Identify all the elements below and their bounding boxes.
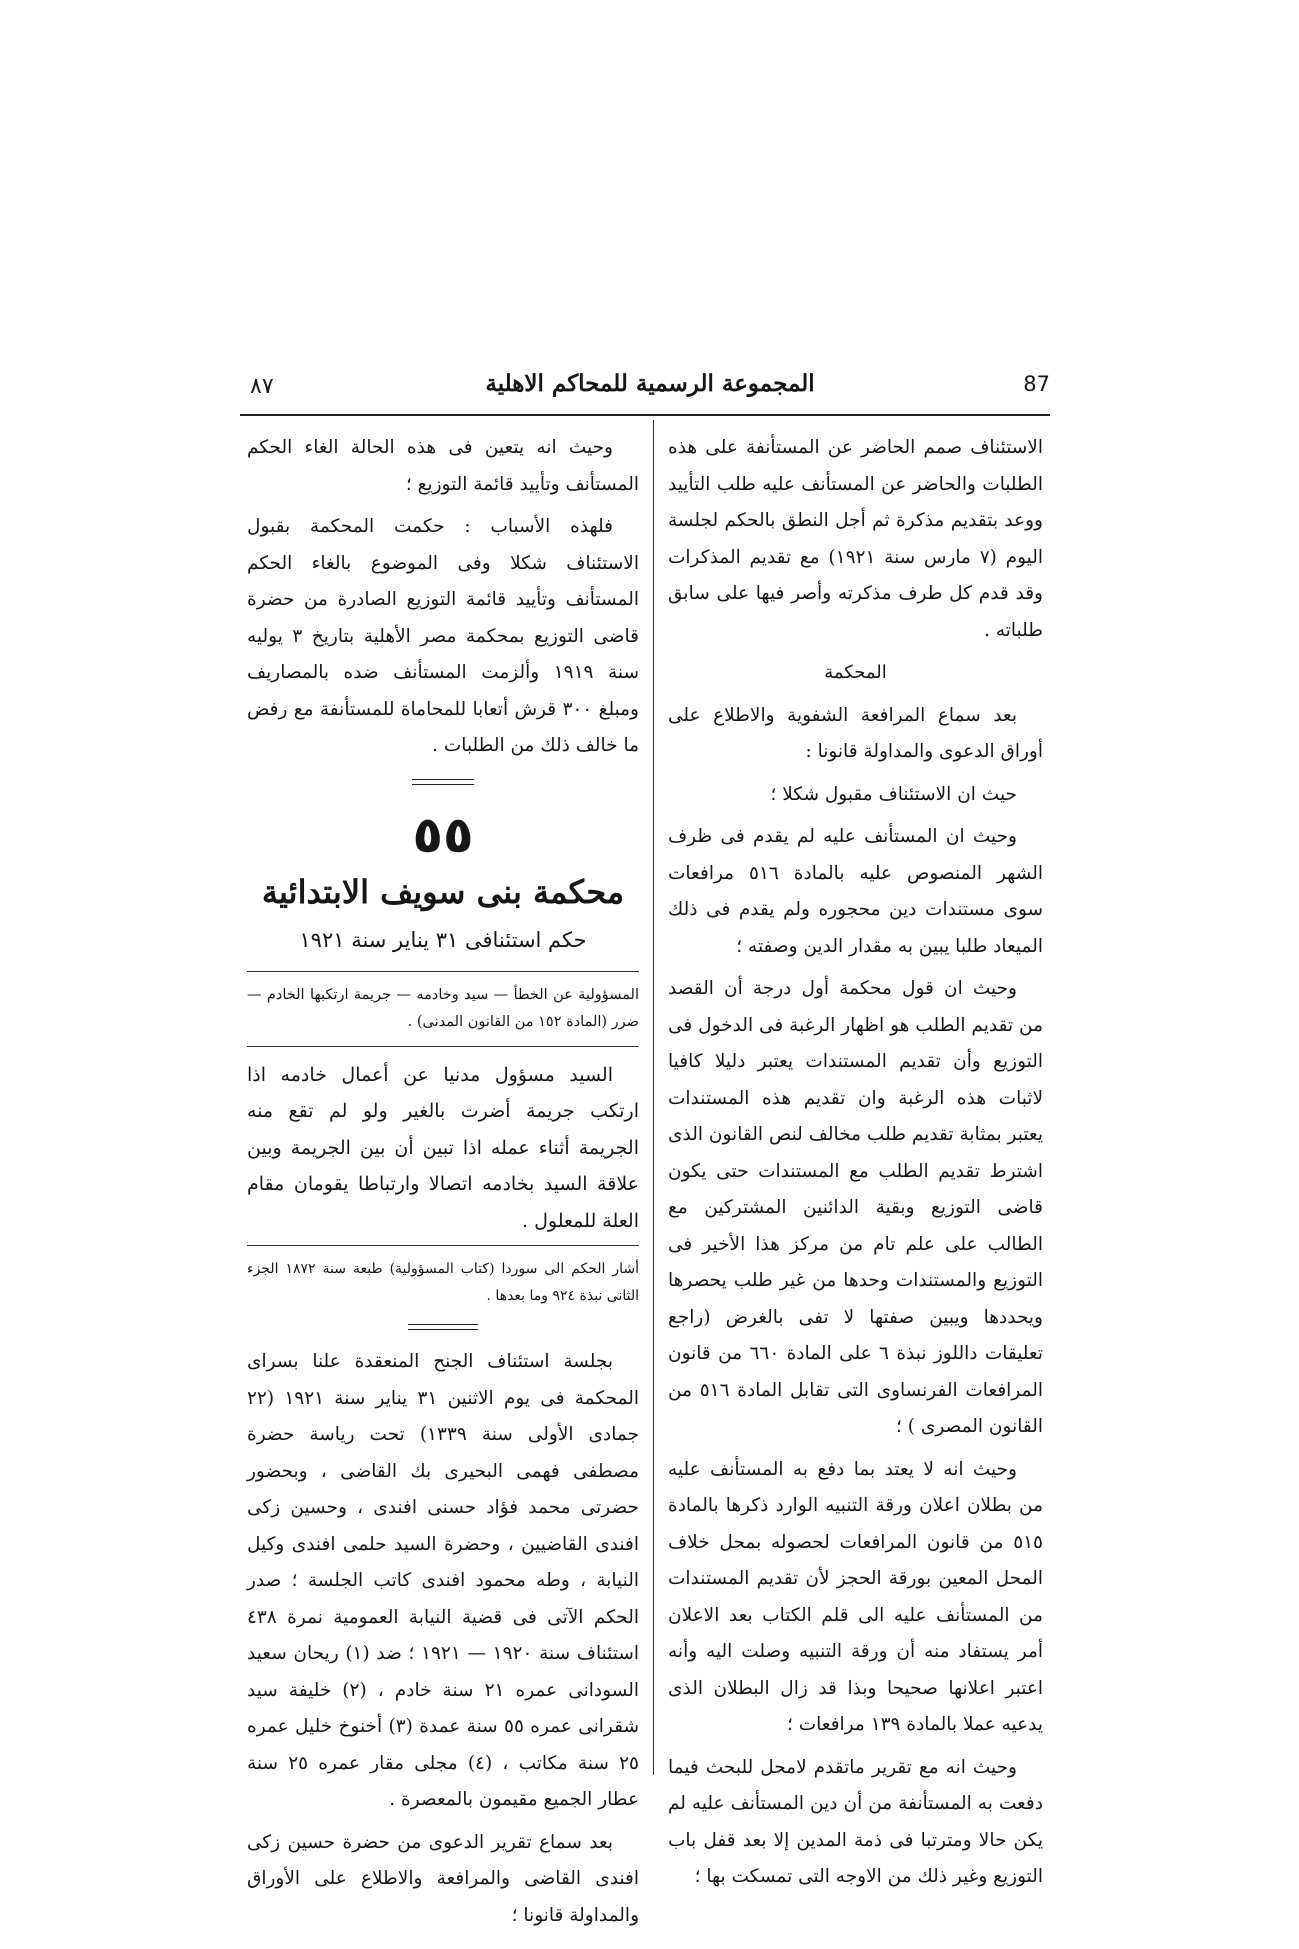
right-paragraph-5: وحيث ان قول محكمة أول درجة أن القصد من تقديم الطلب هو اظهار الرغبة فى الدخول فى التوزيع وأن تقديم المستندات يعتبر دليلا كافيا لاثبات هذه الرغبة وان تقديم هذه المستندات يعتبر بمثابة تقديم طلب مخالف لنص القانون الذى اشترط تقديم الطلب مع المستندات حتى يكون قاضى التوزيع وبقية الدائنين المشتركين مع الطالب على علم تام من مركز هذا الأخير فى التوزيع والمستندات وحدها من غير طلب يحصرها ويحددها ويبين صفتها لا تفى بالغرض (راجع تعليقات داللوز نبذة ٦ على المادة ٦٦٠ من قانون المرافعات الفرنساوى التى تقابل المادة ٥١٦ من القانون المصرى ) ؛ bbox=[668, 978, 1044, 1437]
journal-title: المجموعة الرسمية للمحاكم الاهلية bbox=[485, 370, 815, 397]
section-separator bbox=[412, 779, 474, 785]
header-rule bbox=[240, 414, 1050, 416]
reference-separator bbox=[408, 1324, 478, 1330]
left-paragraph-3: بجلسة استئناف الجنح المنعقدة علنا بسراى المحكمة فى يوم الاثنين ٣١ يناير سنة ١٩٢١ (٢٢ جمادى الأولى سنة ١٣٣٩) تحت رياسة حضرة مصطفى فهمى البحيرى بك القاضى ، وبحضور حضرتى محمد فؤاد حسنى افندى ، وحسين زكى افندى القاضيين ، وحضرة السيد حلمى افندى وكيل النيابة ، وطه محمود افندى كاتب الجلسة ؛ صدر الحكم الآتى فى قضية النيابة العمومية نمرة ٤٣٨ استئناف سنة ١٩٢٠ — ١٩٢١ ؛ ضد (١) ريحان سعيد السودانى عمره ٢١ سنة خادم ، (٢) خليفة سيد شقرانى عمره ٥٥ سنة عمدة (٣) أخنوخ خليل عمره ٢٥ سنة مكاتب ، (٤) مجلى مقار عمره ٢٥ سنة عطار الجميع مقيمون بالمعصرة . bbox=[247, 1351, 640, 1810]
left-paragraph-1: وحيث انه يتعين فى هذه الحالة الغاء الحكم المستأنف وتأييد قائمة التوزيع ؛ bbox=[247, 437, 639, 495]
verdict-line: حكم استئنافى ٣١ يناير سنة ١٩٢١ bbox=[299, 927, 587, 952]
right-paragraph-4: وحيث ان المستأنف عليه لم يقدم فى ظرف الشهر المنصوص عليه بالمادة ٥١٦ مرافعات سوى مستندات دين محجوره ولم يقدم فى ذلك الميعاد طلبا يبين به مقدار الدين وصفته ؛ bbox=[668, 826, 1043, 957]
left-column bbox=[247, 430, 639, 1940]
right-paragraph-6: وحيث انه لا يعتد بما دفع به المستأنف عليه من بطلان اعلان ورقة التنبيه الوارد ذكرها بالمادة ٥١٥ من قانون المرافعات لحصوله بمحل خلاف المحل المعين بورقة الحجز لأن تقديم المستندات من المستأنف عليه الى قلم الكتاب بعد الاعلان أمر يستفاد منه أن ورقة التنبيه وصلت اليه وأنه اعتبر اعلانها صحيحا وبذا قد زال البطلان الذى يدعيه عملا بالمادة ١٣٩ مرافعات ؛ bbox=[668, 1458, 1043, 1735]
right-paragraph-1: الاستئناف صمم الحاضر عن المستأنفة على هذه الطلبات والحاضر عن المستأنف عليه طلب التأييد ووعد بتقديم مذكرة ثم أجل النطق بالحكم لجلسة اليوم (٧ مارس سنة ١٩٢١) مع تقديم المذكرات وقد قدم كل طرف مذكرته وأصر فيها على سابق طلباته . bbox=[668, 437, 1043, 641]
principle-rule bbox=[247, 1046, 639, 1047]
left-paragraph-4: بعد سماع تقرير الدعوى من حضرة حسين زكى افندى القاضى والمرافعة والاطلاع على الأوراق والمداولة قانونا ؛ bbox=[247, 1831, 639, 1926]
left-paragraph-2: فلهذه الأسباب : حكمت المحكمة بقبول الاستئناف شكلا وفى الموضوع بالغاء الحكم المستأنف وتأييد قائمة التوزيع الصادرة من حضرة قاضى التوزيع بمحكمة مصر الأهلية بتاريخ ٣ يوليه سنة ١٩١٩ وألزمت المستأنف ضده بالمصاريف ومبلغ ٣٠٠ قرش أتعابا للمحاماة للمستأنفة مع رفض ما خالف ذلك من الطلبات . bbox=[247, 516, 639, 756]
page-number-arabic: ٨٧ bbox=[250, 374, 274, 399]
keywords-rule bbox=[247, 971, 639, 972]
right-paragraph-7: وحيث انه مع تقرير ماتقدم لامحل للبحث فيما دفعت به المستأنفة من أن دين المستأنف عليه لم يكن حالا ومترتبا فى ذمة المدين إلا بعد قفل باب التوزيع وغير ذلك من الاوجه التى تمسكت بها ؛ bbox=[668, 1756, 1043, 1887]
legal-principle: السيد مسؤول مدنيا عن أعمال خادمه اذا ارتكب جريمة أضرت بالغير ولو لم تقع منه الجريمة أثناء عمله اذا تبين أن بين الجريمة وبين علاقة السيد بخادمه اتصالا وارتباطا يقومان مقام العلة للمعلول . bbox=[247, 1063, 639, 1232]
right-column bbox=[668, 430, 1043, 1902]
court-heading: المحكمة bbox=[824, 662, 887, 683]
reference-rule bbox=[247, 1245, 639, 1246]
column-divider bbox=[653, 420, 654, 1775]
section-number: ٥٥ bbox=[412, 805, 474, 864]
right-paragraph-3: حيث ان الاستئناف مقبول شكلا ؛ bbox=[770, 783, 1017, 805]
page-number-latin: 87 bbox=[1023, 372, 1050, 396]
page-header bbox=[250, 370, 1050, 410]
right-paragraph-2: بعد سماع المرافعة الشفوية والاطلاع على أوراق الدعوى والمداولة قانونا : bbox=[668, 704, 1043, 762]
reference-note: أشار الحكم الى سوردا (كتاب المسؤولية) طبعة سنة ١٨٧٢ الجزء الثانى نبذة ٩٢٤ وما بعدها . bbox=[247, 1261, 639, 1304]
keywords: المسؤولية عن الخطأ — سيد وخادمه — جريمة ارتكبها الخادم — ضرر (المادة ١٥٢ من القانون المدنى) . bbox=[247, 986, 639, 1030]
court-name: محكمة بنى سويف الابتدائية bbox=[261, 872, 625, 911]
